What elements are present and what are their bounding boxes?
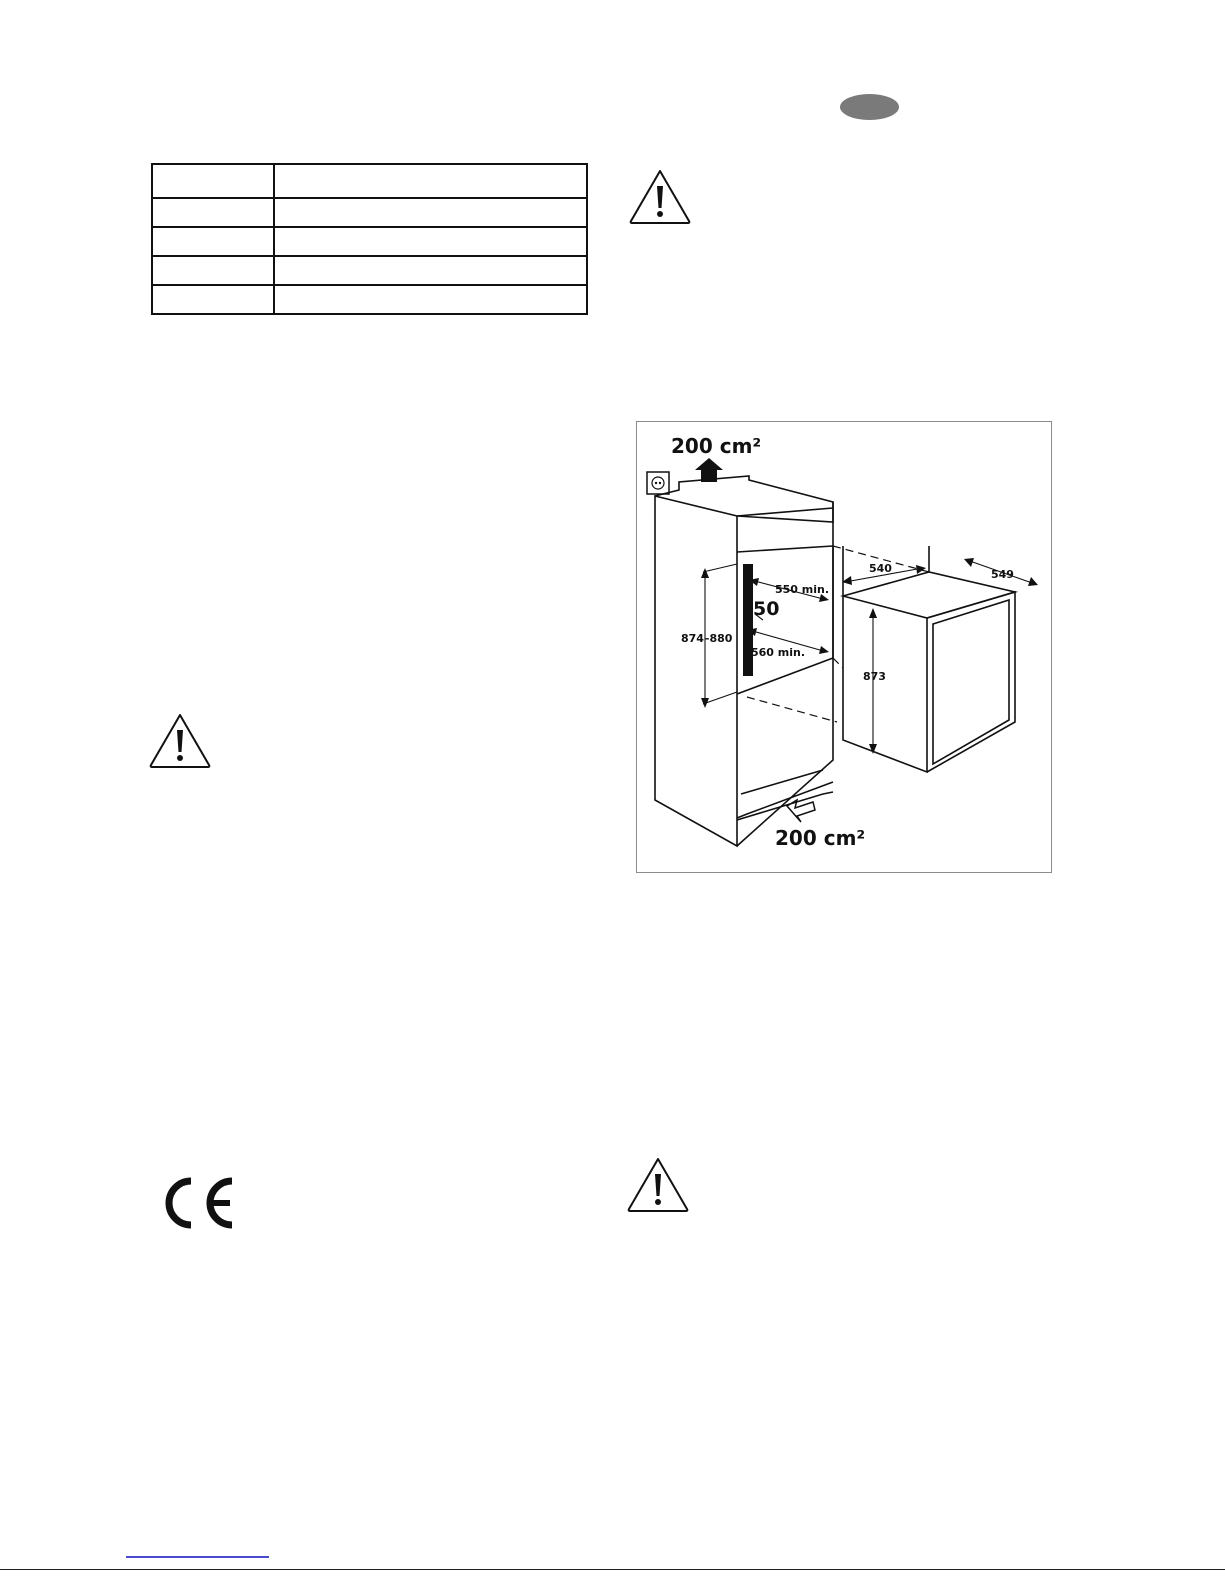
page-bottom-rule: [0, 1569, 1225, 1586]
dim-appliance-height: 873: [863, 670, 886, 683]
warning-triangle-icon: [628, 168, 692, 226]
climate-class-table: [151, 163, 588, 315]
table-cell: [152, 227, 274, 256]
table-cell: [152, 164, 274, 198]
table-cell: [274, 164, 587, 198]
ce-mark-icon: [158, 1175, 238, 1231]
table-row: [152, 198, 587, 227]
language-badge: [840, 94, 899, 120]
installation-diagram: [636, 421, 1052, 873]
warning-triangle-icon: [148, 712, 212, 770]
table-cell: [274, 198, 587, 227]
table-cell: [274, 227, 587, 256]
table-row: [152, 285, 587, 314]
dim-width-min: 560 min.: [751, 646, 806, 659]
table-cell: [274, 256, 587, 285]
footer-link-line: [126, 1556, 269, 1558]
warning-triangle-icon: [626, 1156, 690, 1214]
table-cell: [152, 198, 274, 227]
dim-appliance-depth: 549: [991, 568, 1014, 581]
table-cell: [274, 285, 587, 314]
dim-niche-height: 874–880: [681, 632, 733, 645]
power-socket-icon: [647, 472, 669, 494]
table-cell: [152, 285, 274, 314]
table-row: [152, 227, 587, 256]
vent-top-label: 200 cm²: [671, 434, 762, 458]
table-cell: [152, 256, 274, 285]
table-row: [152, 164, 587, 198]
vent-bottom-label: 200 cm²: [775, 826, 866, 850]
dim-appliance-width: 540: [869, 562, 892, 575]
dim-gap: 50: [753, 598, 780, 620]
vent-arrow-in-icon: [787, 800, 815, 822]
dim-depth-min: 550 min.: [775, 583, 830, 596]
table-row: [152, 256, 587, 285]
